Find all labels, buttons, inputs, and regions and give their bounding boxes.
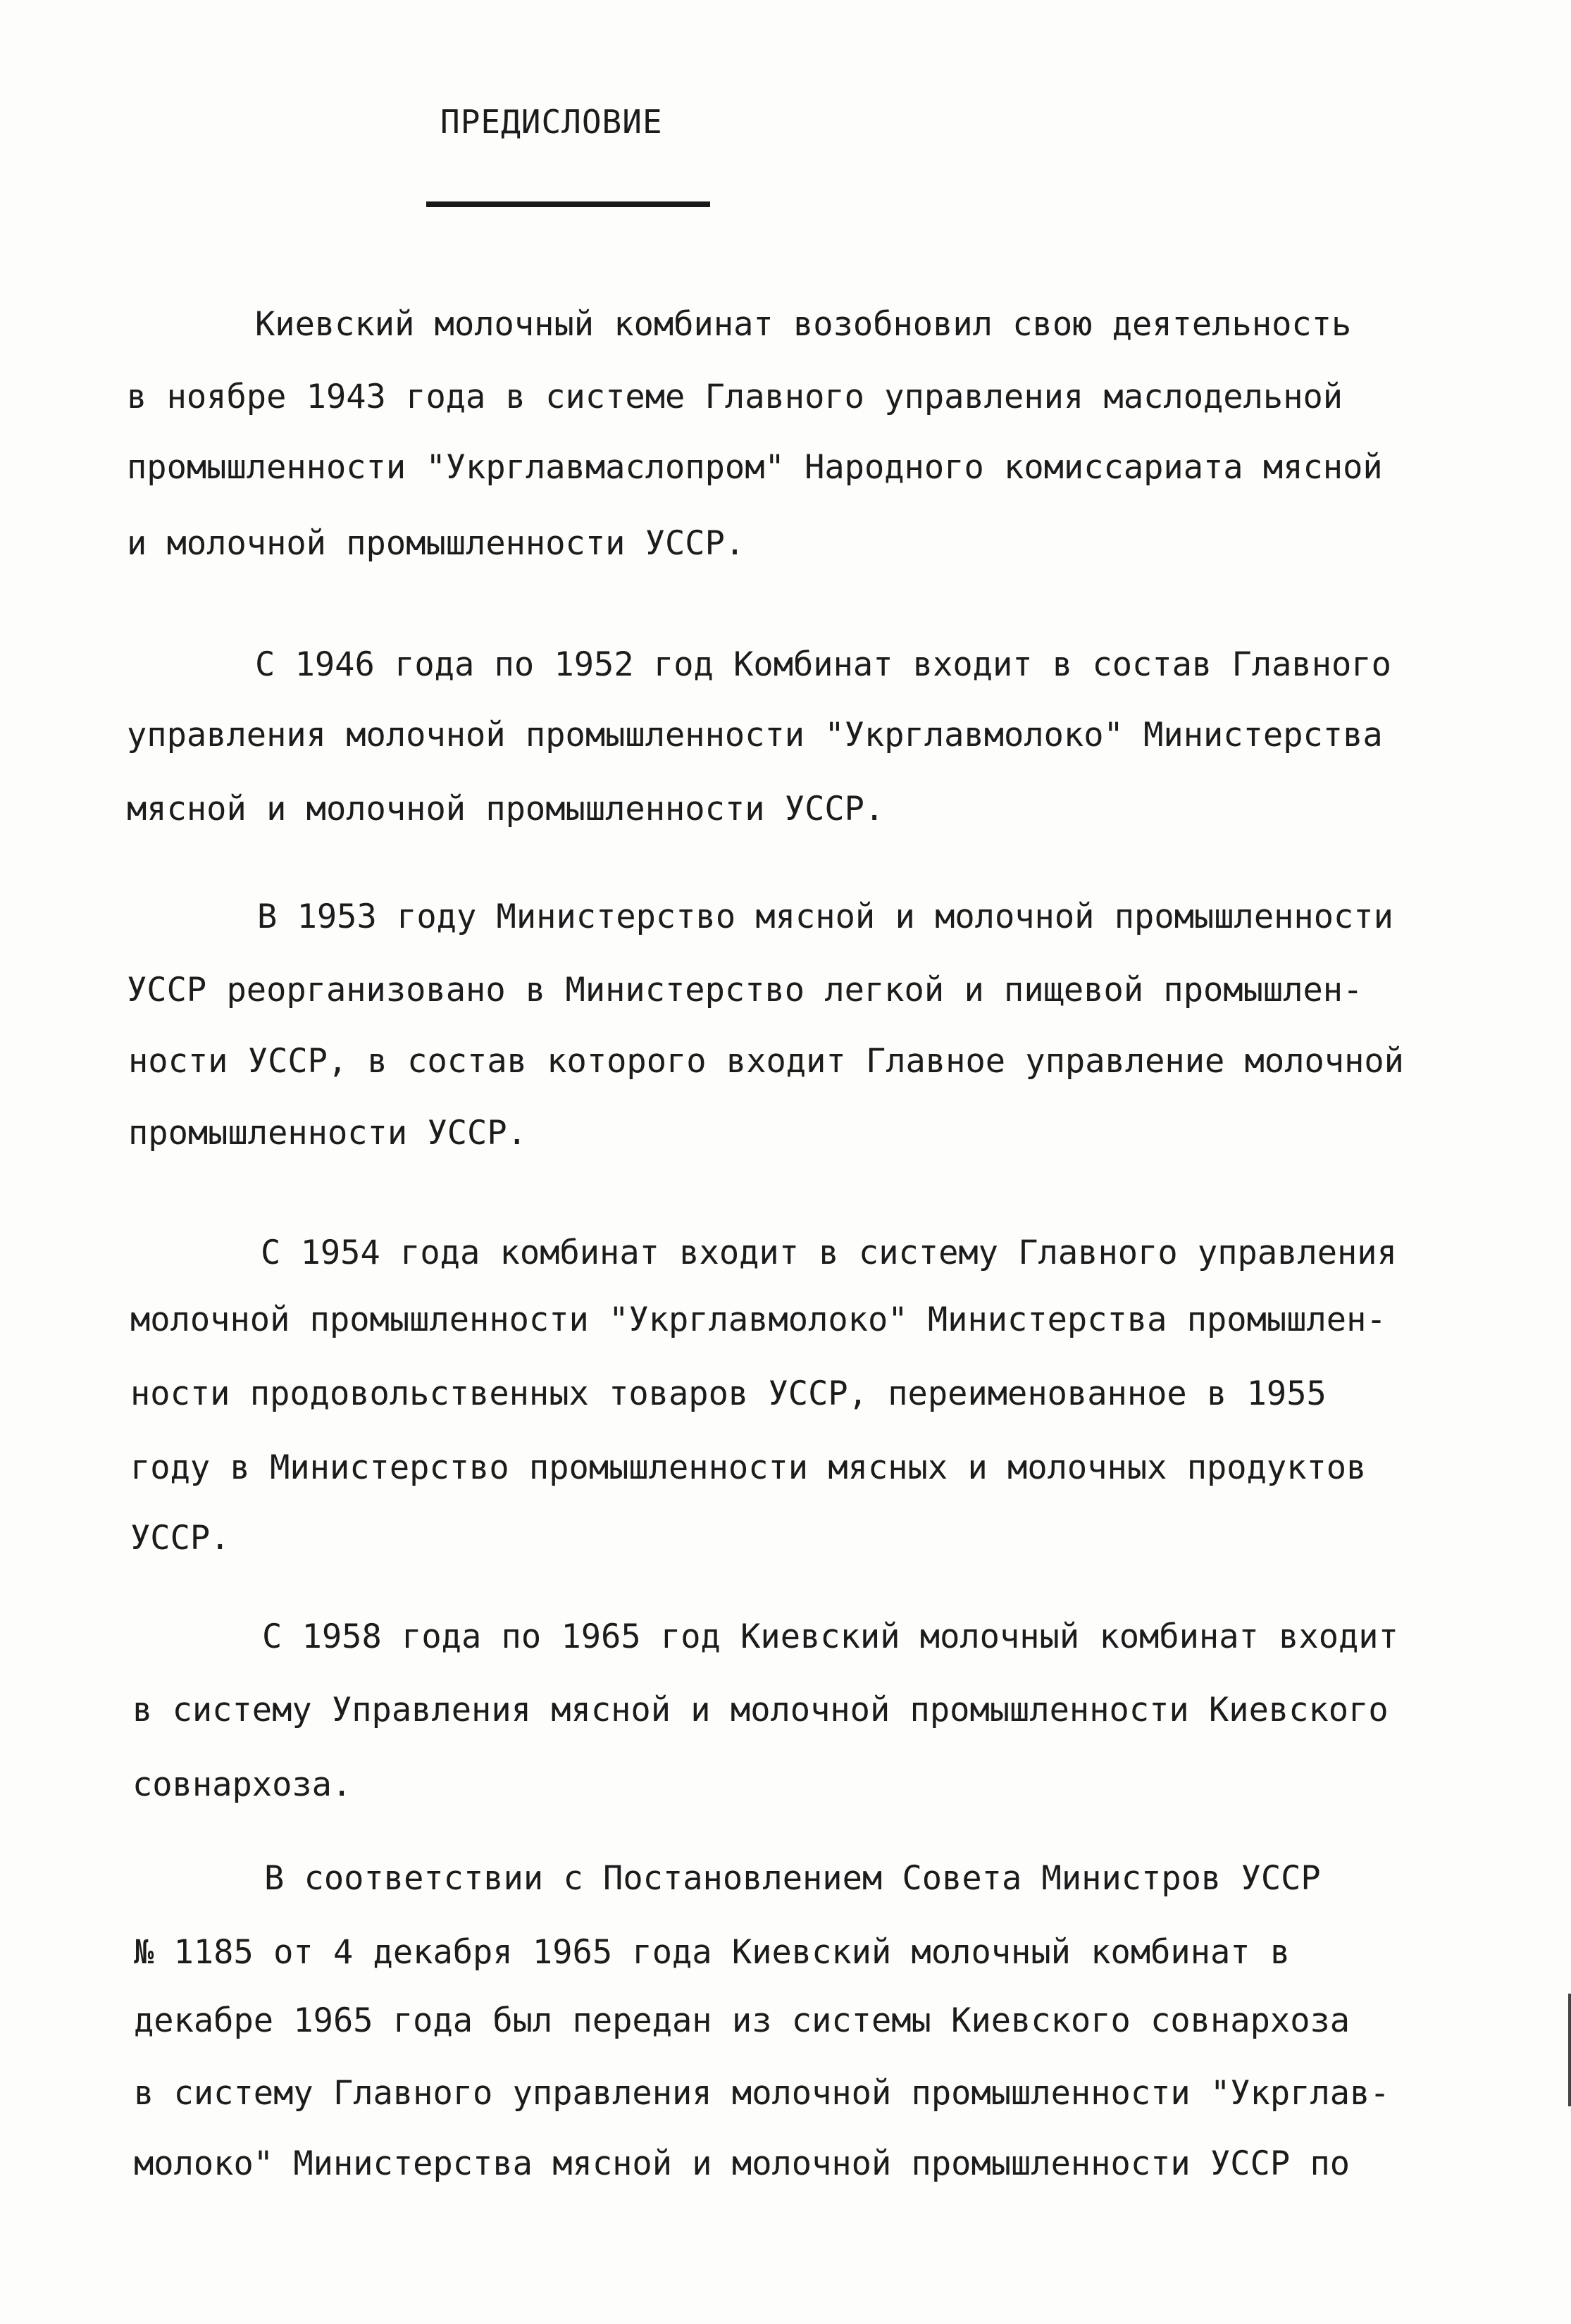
paragraph-line: В соответствии с Постановлением Совета Министров УССР: [264, 1859, 1321, 1898]
paragraph-line: УССР реорганизовано в Министерство легкой и пищевой промышлен-: [127, 971, 1363, 1009]
paragraph-line: № 1185 от 4 декабря 1965 года Киевский молочный комбинат в: [134, 1933, 1291, 1972]
paragraph-line: ности продовольственных товаров УССР, переименованное в 1955: [130, 1374, 1327, 1413]
paragraph-line: в ноябре 1943 года в системе Главного управления маслодельной: [127, 378, 1343, 416]
paragraph-line: С 1946 года по 1952 год Комбинат входит в состав Главного: [255, 645, 1391, 684]
paragraph-line: декабре 1965 года был передан из системы Киевского совнархоза: [134, 2001, 1350, 2040]
paragraph-line: в систему Управления мясной и молочной промышленности Киевского: [132, 1691, 1389, 1729]
paragraph-line: молочной промышленности "Укрглавмолоко" Министерства промышлен-: [130, 1300, 1386, 1339]
paragraph-line: промышленности "Укрглавмаслопром" Народного комиссариата мясной: [127, 448, 1383, 487]
paragraph-line: молоко" Министерства мясной и молочной промышленности УССР по: [134, 2144, 1350, 2183]
paragraph-line: году в Министерство промышленности мясных и молочных продуктов: [130, 1448, 1367, 1487]
paragraph-line: в систему Главного управления молочной промышленности "Укрглав-: [134, 2074, 1390, 2113]
paragraph-line: ности УССР, в состав которого входит Главное управление молочной: [128, 1042, 1404, 1081]
paragraph-line: и молочной промышленности УССР.: [127, 524, 745, 563]
paragraph-line: С 1954 года комбинат входит в систему Главного управления: [261, 1234, 1397, 1272]
paragraph-line: В 1953 году Министерство мясной и молочной промышленности: [257, 897, 1393, 936]
document-heading: ПРЕДИСЛОВИЕ: [440, 103, 663, 141]
paragraph-line: совнархоза.: [132, 1765, 352, 1804]
paragraph-line: промышленности УССР.: [128, 1114, 527, 1152]
paragraph-line: УССР.: [130, 1519, 230, 1558]
paragraph-line: мясной и молочной промышленности УССР.: [127, 790, 885, 828]
heading-underline: [426, 201, 710, 207]
scan-edge-mark: [1568, 1994, 1571, 2106]
paragraph-line: С 1958 года по 1965 год Киевский молочный комбинат входит: [262, 1617, 1398, 1656]
paragraph-line: управления молочной промышленности "Укрглавмолоко" Министерства: [127, 716, 1383, 754]
paragraph-line: Киевский молочный комбинат возобновил свою деятельность: [255, 305, 1352, 344]
